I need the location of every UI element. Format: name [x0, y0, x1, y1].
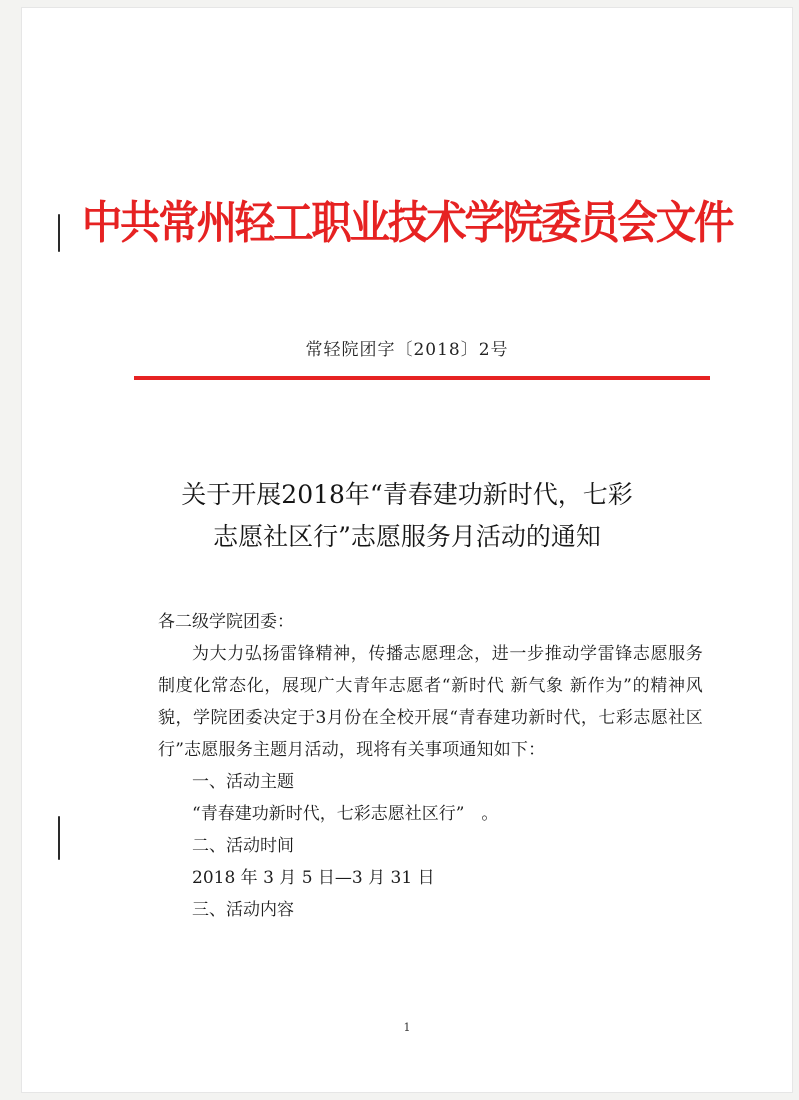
page-number: 1	[403, 1021, 411, 1034]
notice-title-line-2: 志愿社区行”志愿服务月活动的通知	[213, 522, 601, 551]
notice-title	[22, 474, 792, 558]
notice-body	[158, 606, 703, 926]
red-divider-line	[134, 376, 710, 380]
document-header-title: 中共常州轻工职业技术学院委员会文件	[81, 196, 733, 249]
salutation: 各二级学院团委：	[158, 612, 294, 632]
binder-mark-bottom	[58, 816, 60, 860]
document-number: 常轻院团字〔2018〕2号	[305, 340, 509, 360]
section-2-content: 2018 年 3 月 5 日—3 月 31 日	[192, 868, 435, 888]
section-2-heading: 二、活动时间	[192, 836, 294, 856]
section-3-heading: 三、活动内容	[192, 900, 294, 920]
intro-paragraph: 为大力弘扬雷锋精神，传播志愿理念，进一步推动学雷锋志愿服务制度化常态化，展现广大青年志愿者“新时代 新气象 新作为”的精神风貌，学院团委决定于3月份在全校开展“青春建功新时代，七彩志愿社区行”志愿服务主题月活动，现将有关事项通知如下：	[158, 644, 703, 760]
document-page	[22, 8, 792, 1092]
notice-title-line-1: 关于开展2018年“青春建功新时代，七彩	[181, 480, 633, 509]
section-1-heading: 一、活动主题	[192, 772, 294, 792]
section-1-content: “青春建功新时代，七彩志愿社区行” 。	[192, 804, 499, 824]
